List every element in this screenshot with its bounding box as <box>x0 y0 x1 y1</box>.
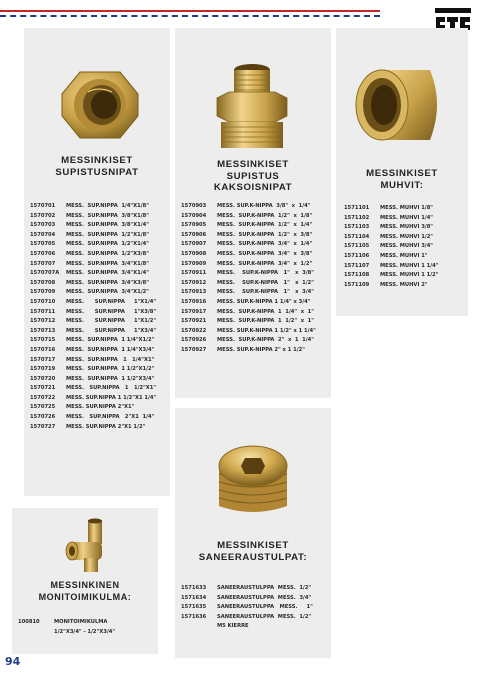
product-description: MESS. MUHVI 1/4" <box>380 214 434 221</box>
product-row <box>344 204 438 214</box>
product-row <box>30 260 156 270</box>
product-row <box>30 202 156 212</box>
product-code: 1570909 <box>181 260 207 267</box>
product-code: 1570905 <box>181 222 207 229</box>
product-description: MESS. SUP.NIPPA 1"X3/4" <box>66 327 157 334</box>
product-code: 1571107 <box>344 262 370 269</box>
header-blue-dashed-rule <box>0 15 380 17</box>
product-description: MESS. SUP.NIPPA 1/2"X3/8" <box>66 250 149 257</box>
product-code: 1570906 <box>181 231 207 238</box>
product-row <box>30 298 156 308</box>
product-row <box>181 231 316 241</box>
product-description: MESS. MUHVI 1" <box>380 252 428 259</box>
section-title-line2: SANEERAUSTULPAT: <box>198 551 308 563</box>
product-description: MONITOIMIKULMA <box>54 619 108 625</box>
product-row <box>30 384 156 394</box>
product-description: MESS. MUHVI 3/4" <box>380 243 434 250</box>
product-description: MESS. MUHVI 1/8" <box>380 205 434 211</box>
product-description: MESS. SUP.K-NIPPA 3/4" x 3/8" <box>217 250 313 257</box>
page-number: 94 <box>5 655 21 668</box>
product-description: MESS. MUHVI 1/2" <box>380 233 434 240</box>
product-row <box>181 594 313 604</box>
product-code: 1571635 <box>181 604 207 611</box>
product-row <box>30 317 156 327</box>
product-code: 1570711 <box>30 308 56 315</box>
product-row <box>30 288 156 298</box>
product-row <box>181 584 313 594</box>
product-code: 1571103 <box>344 224 370 231</box>
product-code: 1571106 <box>344 252 370 259</box>
product-description: SANEERAUSTULPPA MESS. 3/4" <box>217 594 312 601</box>
product-code: 1570719 <box>30 366 56 373</box>
product-code: 1570916 <box>181 298 207 305</box>
product-row <box>344 252 438 262</box>
product-row <box>30 394 156 404</box>
product-row <box>181 336 316 346</box>
product-description: MESS. SUP.NIPPA 2"X1 1/2" <box>66 423 146 430</box>
product-row <box>30 327 156 337</box>
product-row <box>344 214 438 224</box>
product-row <box>30 279 156 289</box>
product-description: MESS. SUP.NIPPA 2"X1" <box>66 404 135 411</box>
product-code: 1570913 <box>181 289 207 296</box>
product-description: MESS. SUP.NIPPA 2"X1 1/4" <box>66 414 155 421</box>
reducing-bushing-photo <box>52 64 142 144</box>
product-code: 1570701 <box>30 203 56 209</box>
product-description: MESS. SUP.NIPPA 3/4"X1/8" <box>66 260 149 267</box>
section-title-line1: MESSINKISET <box>61 155 133 166</box>
product-code: 1571104 <box>344 233 370 240</box>
product-code: 1570904 <box>181 212 207 219</box>
product-row <box>181 240 316 250</box>
product-description: MESS. SUP.K-NIPPA 1 1/2" x 1" <box>217 318 314 325</box>
product-description: MESS. SUP.K-NIPPA 1" x 3/8" <box>217 270 314 277</box>
product-description: MESS. MUHVI 1 1/4" <box>380 262 439 269</box>
product-description: SANEERAUSTULPPA MESS. 1" <box>217 604 313 611</box>
socket-photo <box>352 64 446 146</box>
product-description: MESS. SUP.K-NIPPA 1 1/2" x 1 1/4" <box>217 327 316 334</box>
product-code: 1570922 <box>181 327 207 334</box>
product-code: 1570713 <box>30 327 56 334</box>
product-code: 1570927 <box>181 346 207 353</box>
product-code: 1571109 <box>344 281 370 288</box>
product-code: 1570727 <box>30 423 56 430</box>
product-description: MESS. SUP.NIPPA 1"X1/2" <box>66 318 157 325</box>
product-code: 1570709 <box>30 289 56 296</box>
product-description: SANEERAUSTULPPA MESS. 1/2" <box>217 585 312 591</box>
product-row <box>181 327 316 337</box>
product-code: 1570707A <box>30 270 60 277</box>
product-row <box>181 269 316 279</box>
product-row <box>181 221 316 231</box>
product-row <box>30 221 156 231</box>
product-row <box>181 202 316 212</box>
product-row <box>30 231 156 241</box>
product-code: 1571108 <box>344 272 370 279</box>
product-description: MESS. SUP.K-NIPPA 1" x 3/4" <box>217 289 314 296</box>
product-row <box>181 260 316 270</box>
product-description: MESS. SUP.NIPPA 1 1/4"X3/4" <box>66 346 155 353</box>
product-code: 1570720 <box>30 375 56 382</box>
product-row <box>18 628 115 638</box>
product-code: 1570903 <box>181 203 207 209</box>
section-title-line2: SUPISTUSNIPAT <box>55 166 139 178</box>
product-code: 1570926 <box>181 337 207 344</box>
product-description: MESS. SUP.K-NIPPA 3/8" x 1/4" <box>217 203 311 209</box>
product-description: MESS. SUP.NIPPA 1/4"X1/8" <box>66 203 149 209</box>
product-description: MESS. SUP.NIPPA 1 1/2"X3/4" <box>66 375 155 382</box>
product-description: MESS. SUP.NIPPA 1 1/2"X1 1/4" <box>66 394 157 401</box>
product-row <box>181 346 316 356</box>
product-description: MESS. SUP.NIPPA 3/8"X1/8" <box>66 212 149 219</box>
product-code: 1570710 <box>30 298 56 305</box>
product-description: MESS. SUP.NIPPA 1"X1/4" <box>66 298 157 305</box>
product-code: 1570722 <box>30 394 56 401</box>
product-code: 1571101 <box>344 205 370 211</box>
product-code: 1571105 <box>344 243 370 250</box>
product-description: MESS. SUP.NIPPA 1/2"X1/4" <box>66 241 149 248</box>
product-row <box>30 365 156 375</box>
product-list-multi-angle <box>18 618 115 637</box>
product-row <box>181 298 316 308</box>
product-row <box>344 233 438 243</box>
product-code: 100810 <box>18 619 40 625</box>
product-description: MESS. MUHVI 2" <box>380 281 428 288</box>
product-description: MESS. SUP.K-NIPPA 2" x 1 1/4" <box>217 337 314 344</box>
product-code <box>18 628 54 638</box>
product-code: 1570705 <box>30 241 56 248</box>
product-row <box>30 413 156 423</box>
product-code: 1570716 <box>30 346 56 353</box>
product-description: 1/2"X3/4" - 1/2"X3/4" <box>54 628 116 635</box>
product-code: 1571634 <box>181 594 207 601</box>
panel-reducing-bushings <box>24 28 170 496</box>
product-description: MESS. SUP.K-NIPPA 1 1/4" x 3/4" <box>217 298 311 305</box>
product-row <box>344 242 438 252</box>
product-row <box>181 288 316 298</box>
product-code: 1570912 <box>181 279 207 286</box>
product-row <box>30 356 156 366</box>
product-list-adjustment-plugs <box>181 584 313 632</box>
section-title-line2: MUHVIT: <box>380 179 424 191</box>
product-code <box>181 622 217 632</box>
product-code: 1570907 <box>181 241 207 248</box>
product-code: 1570908 <box>181 250 207 257</box>
product-row <box>344 271 438 281</box>
product-code: 1571102 <box>344 214 370 221</box>
section-title-line2: SUPISTUS <box>226 170 280 182</box>
section-title-line2: MONITOIMIKULMA: <box>38 591 132 602</box>
product-description: MESS. SUP.K-NIPPA 3/4" x 1/4" <box>217 241 313 248</box>
product-code: 1570706 <box>30 250 56 257</box>
section-title-line1: MESSINKINEN <box>50 580 120 590</box>
product-row <box>30 336 156 346</box>
product-description: MESS. SUP.NIPPA 3/4"X1/2" <box>66 289 149 296</box>
product-description: MESS. SUP.NIPPA 3/4"X1/4" <box>66 270 149 277</box>
panel-sockets <box>336 28 468 316</box>
product-row <box>181 279 316 289</box>
product-description: MESS. MUHVI 3/8" <box>380 224 434 231</box>
product-description: M5 KIERRE <box>217 623 249 630</box>
product-description: MESS. SUP.NIPPA 3/8"X1/4" <box>66 222 149 229</box>
product-description: MESS. SUP.NIPPA 1 1/4"X1/2" <box>66 337 155 344</box>
product-description: MESS. SUP.NIPPA 1/2"X1/8" <box>66 231 149 238</box>
product-code: 1570911 <box>181 270 207 277</box>
product-description: MESS. SUP.NIPPA 1 1/4"X1" <box>66 356 155 363</box>
product-code: 1570921 <box>181 318 207 325</box>
product-code: 1571636 <box>181 613 207 620</box>
product-description: MESS. SUP.K-NIPPA 1/2" x 1/4" <box>217 222 313 229</box>
product-row <box>181 603 313 613</box>
product-description: MESS. SUP.K-NIPPA 2" x 1 1/2" <box>217 346 305 353</box>
product-code: 1570726 <box>30 414 56 421</box>
product-code: 1570721 <box>30 385 56 392</box>
product-list-reducing-bushings <box>30 202 156 432</box>
product-row <box>30 308 156 318</box>
product-row <box>30 250 156 260</box>
product-description: MESS. SUP.NIPPA 1 1/2"X1" <box>66 385 157 392</box>
product-code: 1570725 <box>30 404 56 411</box>
product-row <box>30 346 156 356</box>
product-row <box>18 618 115 628</box>
product-row <box>30 269 156 279</box>
product-description: MESS. SUP.K-NIPPA 1" x 1/2" <box>217 279 314 286</box>
panel-adjustment-plugs <box>175 408 331 658</box>
product-code: 1570704 <box>30 231 56 238</box>
product-description: MESS. SUP.NIPPA 1 1/2"X1/2" <box>66 366 155 373</box>
product-description: MESS. SUP.K-NIPPA 1/2" x 1/8" <box>217 212 313 219</box>
product-row <box>181 212 316 222</box>
panel-double-reducing-nipples <box>175 28 331 398</box>
product-description: MESS. SUP.K-NIPPA 1/2" x 3/8" <box>217 231 313 238</box>
product-code: 1570703 <box>30 222 56 229</box>
section-title-line3: KAKSOISNIPAT <box>213 182 293 193</box>
product-code: 1571633 <box>181 585 207 591</box>
product-code: 1570707 <box>30 260 56 267</box>
product-row <box>181 317 316 327</box>
product-code: 1570712 <box>30 318 56 325</box>
product-code: 1570715 <box>30 337 56 344</box>
product-description: MESS. SUP.NIPPA 3/4"X3/8" <box>66 279 149 286</box>
section-title-line1: MESSINKISET <box>217 540 289 551</box>
product-code: 1570717 <box>30 356 56 363</box>
product-row <box>181 250 316 260</box>
product-code: 1570708 <box>30 279 56 286</box>
product-row <box>181 622 313 632</box>
product-description: MESS. MUHVI 1 1/2" <box>380 272 439 279</box>
product-row <box>30 403 156 413</box>
product-row <box>344 262 438 272</box>
multi-angle-photo <box>62 518 112 574</box>
product-list-double-reducing-nipples <box>181 202 316 356</box>
product-row <box>181 308 316 318</box>
product-description: MESS. SUP.K-NIPPA 1 1/4" x 1" <box>217 308 314 315</box>
product-row <box>30 212 156 222</box>
product-description: MESS. SUP.K-NIPPA 3/4" x 1/2" <box>217 260 313 267</box>
section-title-line1: MESSINKISET <box>217 159 289 170</box>
product-row <box>30 375 156 385</box>
product-row <box>344 281 438 291</box>
product-description: SANEERAUSTULPPA MESS. 1/2" <box>217 613 312 620</box>
product-row <box>30 240 156 250</box>
header-red-rule <box>0 10 380 12</box>
double-nipple-photo <box>207 60 297 152</box>
product-list-sockets <box>344 204 438 290</box>
product-description: MESS. SUP.NIPPA 1"X3/8" <box>66 308 157 315</box>
product-row <box>181 613 313 623</box>
product-row <box>344 223 438 233</box>
product-code: 1570917 <box>181 308 207 315</box>
product-row <box>30 423 156 433</box>
panel-multi-angle <box>12 508 158 654</box>
plug-photo <box>211 436 295 520</box>
product-code: 1570702 <box>30 212 56 219</box>
section-title-line1: MESSINKISET <box>366 168 438 179</box>
